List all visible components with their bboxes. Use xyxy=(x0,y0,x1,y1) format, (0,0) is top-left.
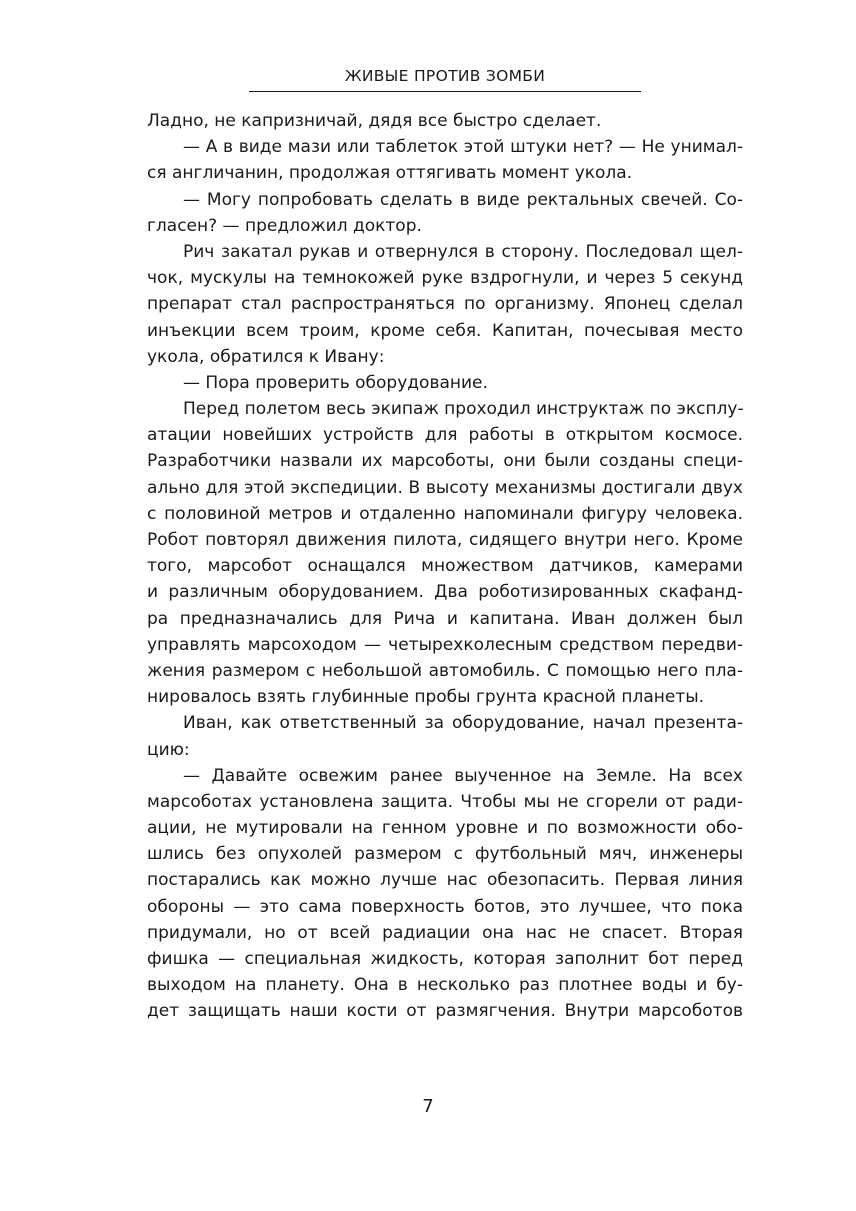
text-line: — Давайте освежим ранее выученное на Земле. На всех xyxy=(183,765,743,786)
text-line: Робот повторял движения пилота, сидящего внутри него. Кроме xyxy=(147,530,743,550)
text-line: укола, обратился к Ивану: xyxy=(147,346,385,367)
header-divider xyxy=(249,91,641,92)
running-header xyxy=(249,64,641,92)
text-line: того, марсобот оснащался множеством датчиков, камерами xyxy=(147,556,743,577)
text-line: ра предназначались для Рича и капитана. Иван должен был xyxy=(147,608,743,629)
text-line: марсоботах установлена защита. Чтобы мы не сгорели от ради- xyxy=(147,791,743,812)
text-line: дет защищать наши кости от размягчения. Внутри марсоботов xyxy=(147,1001,743,1022)
text-line: — А в виде мази или таблеток этой штуки нет? — Не унимал- xyxy=(183,137,743,158)
text-line: выходом на планету. Она в несколько раз плотнее воды и бу- xyxy=(147,975,743,996)
text-line: препарат стал распространяться по организму. Японец сделал xyxy=(147,294,743,315)
page-number: 7 xyxy=(422,1096,434,1117)
text-line: жения размером с небольшой автомобиль. С помощью него пла- xyxy=(147,660,743,681)
text-line: шлись без опухолей размером с футбольный мяч, инженеры xyxy=(147,844,743,865)
text-line: Разработчики назвали их марсоботы, они были созданы специ- xyxy=(147,451,743,472)
text-line: фишка — специальная жидкость, которая заполнит бот перед xyxy=(147,949,743,969)
text-line: — Могу попробовать сделать в виде ректальных свечей. Со- xyxy=(183,189,743,210)
text-line: ся англичанин, продолжая оттягивать момент укола. xyxy=(147,163,633,184)
text-line: придумали, но от всей радиации она нас не спасет. Вторая xyxy=(147,922,743,943)
text-line: инъекции всем троим, кроме себя. Капитан, почесывая место xyxy=(147,320,743,341)
text-line: атации новейших устройств для работы в открытом космосе. xyxy=(147,425,743,446)
text-line: цию: xyxy=(147,739,190,760)
book-title: ЖИВЫЕ ПРОТИВ ЗОМБИ xyxy=(344,67,546,85)
text-line: обороны — это сама поверхность ботов, это лучшее, что пока xyxy=(147,896,743,917)
text-line: — Пора проверить оборудование. xyxy=(183,372,488,393)
text-line: Иван, как ответственный за оборудование, начал презента- xyxy=(183,713,743,734)
text-line: ации, не мутировали на генном уровне и по возможности обо- xyxy=(147,818,743,839)
text-line: Рич закатал рукав и отвернулся в сторону. Последовал щел- xyxy=(183,241,743,262)
text-line: Перед полетом весь экипаж проходил инструктаж по эксплу- xyxy=(183,399,744,420)
body-text xyxy=(147,108,743,1025)
text-line: с половиной метров и отдаленно напоминали фигуру человека. xyxy=(147,503,743,524)
text-line: ально для этой экспедиции. В высоту механизмы достигали двух xyxy=(147,477,743,498)
text-line: постарались как можно лучше нас обезопасить. Первая линия xyxy=(147,870,743,891)
text-line: Ладно, не капризничай, дядя все быстро сделает. xyxy=(147,111,602,131)
text-line: чок, мускулы на темнокожей руке вздрогнули, и через 5 секунд xyxy=(147,268,743,289)
text-line: нировалось взять глубинные пробы грунта красной планеты. xyxy=(147,687,705,708)
text-line: управлять марсоходом — четырехколесным средством передви- xyxy=(147,634,743,655)
text-line: и различным оборудованием. Два роботизированных скафанд- xyxy=(147,582,743,603)
text-line: гласен? — предложил доктор. xyxy=(147,215,422,236)
